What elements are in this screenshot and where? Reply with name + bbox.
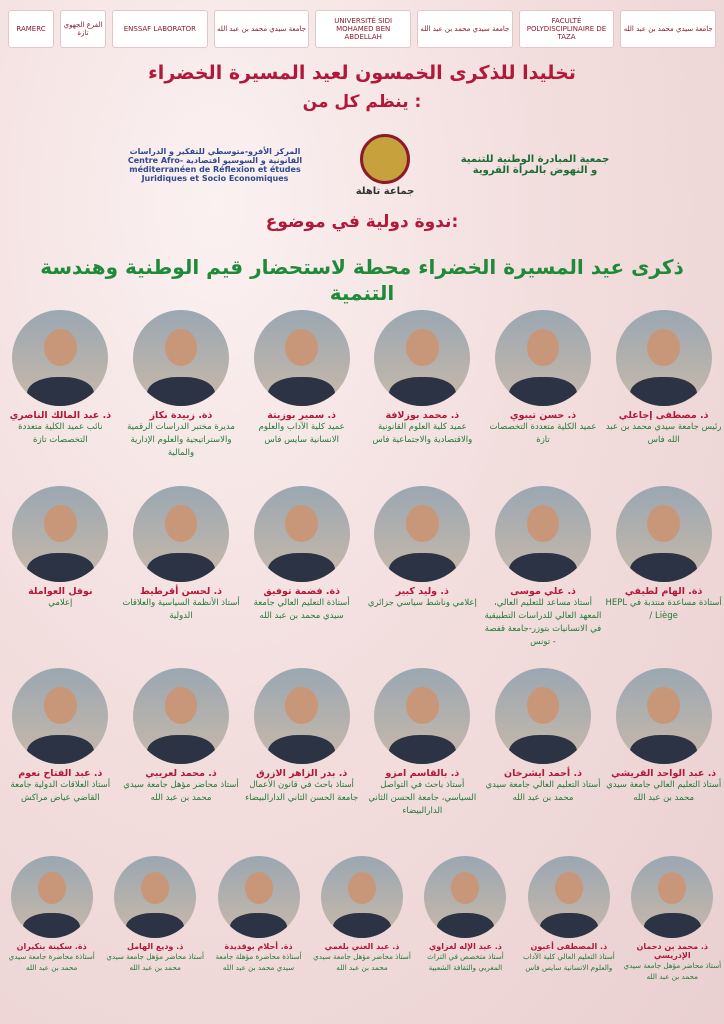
speaker-head-shape — [165, 687, 198, 723]
speaker-name: ذ. محمد بوزلافة — [385, 410, 460, 421]
speaker-body-shape — [23, 913, 80, 938]
speaker-name: ذ. عبد الواحد القريشي — [611, 768, 717, 779]
speaker-card — [1, 668, 119, 805]
speaker-photo — [374, 668, 470, 764]
speaker-photo — [218, 856, 300, 938]
speaker-body-shape — [630, 553, 697, 582]
speaker-body-shape — [268, 377, 335, 406]
speaker-body-shape — [268, 735, 335, 764]
speaker-head-shape — [451, 872, 479, 903]
speaker-photo — [495, 486, 591, 582]
speaker-role: مديرة مختبر الدراسات الرقمية والاستراتيجية والعلوم الإدارية والمالية — [127, 422, 235, 458]
speaker-name: ذ. محمد لعريبي — [145, 768, 217, 779]
speaker-name: ذة. زبيدة نكاز — [149, 410, 213, 421]
speaker-head-shape — [406, 329, 439, 365]
speaker-photo — [374, 486, 470, 582]
organizer-association: جمعية المبادرة الوطنية للتنمية و النهوض بالمرأة القروية — [460, 154, 610, 176]
speaker-photo — [616, 668, 712, 764]
speaker-head-shape — [245, 872, 273, 903]
speaker-head-shape — [406, 687, 439, 723]
speaker-role: أستاذ مساعد للتعليم العالي، المعهد العالي للدراسات التطبيقية في الانسانيات بتوزر-جامعة قفصة - تونس — [484, 598, 602, 647]
speaker-name: ذة. الهام لطيفي — [624, 586, 703, 597]
university-logo-4: جامعة سيدي محمد بن عبد الله — [620, 10, 716, 48]
speaker-photo — [133, 486, 229, 582]
speaker-role: عميد الكلية متعددة التخصصات تازة — [489, 422, 597, 445]
university-logo-3: جامعة سيدي محمد بن عبد الله — [417, 10, 513, 48]
speaker-photo — [254, 310, 350, 406]
speaker-role: إعلامي وناشط سياسي جزائري — [367, 598, 477, 608]
speaker-body-shape — [147, 553, 214, 582]
speaker-role: أستاذ محاضر مؤهل جامعة سيدي محمد بن عبد الله — [106, 952, 204, 972]
speaker-name: ذ. بدر الزاهر الازرق — [256, 768, 348, 779]
speaker-photo — [424, 856, 506, 938]
speaker-card — [312, 856, 412, 973]
speaker-card — [415, 856, 515, 973]
speaker-body-shape — [630, 377, 697, 406]
speaker-card — [1, 310, 119, 447]
speaker-card — [622, 856, 722, 982]
speaker-card — [605, 310, 723, 447]
speaker-body-shape — [147, 735, 214, 764]
speaker-head-shape — [44, 687, 77, 723]
speaker-photo — [133, 310, 229, 406]
speaker-head-shape — [555, 872, 583, 903]
speaker-body-shape — [644, 913, 701, 938]
speaker-body-shape — [27, 377, 94, 406]
speaker-photo — [616, 486, 712, 582]
speaker-body-shape — [509, 553, 576, 582]
speaker-card — [209, 856, 309, 973]
speaker-body-shape — [389, 377, 456, 406]
speaker-head-shape — [38, 872, 66, 903]
speaker-body-shape — [126, 913, 183, 938]
speaker-photo — [374, 310, 470, 406]
speaker-name: ذ. عبد الغني بلغمي — [324, 942, 400, 951]
speaker-name: ذ. علي موسى — [510, 586, 576, 597]
speaker-photo — [528, 856, 610, 938]
speaker-body-shape — [27, 735, 94, 764]
speaker-body-shape — [333, 913, 390, 938]
speaker-photo — [12, 668, 108, 764]
speaker-card — [243, 668, 361, 805]
speaker-card — [484, 310, 602, 447]
speaker-head-shape — [348, 872, 376, 903]
speaker-role: أستاذ التعليم العالي جامعة سيدي محمد بن عبد الله — [485, 780, 601, 803]
organizer-intro: ينظم كل من : — [302, 92, 422, 112]
enssaf-laboratory-logo: ENSSAF LABORATOR — [112, 10, 208, 48]
speaker-body-shape — [389, 735, 456, 764]
speaker-name: ذ. سمير بوزيتة — [267, 410, 337, 421]
speaker-name: ذة. سكينة بنكيران — [16, 942, 87, 951]
speaker-card — [243, 486, 361, 623]
speaker-head-shape — [44, 505, 77, 541]
speaker-name: ذ. عبد الإله لغزاوي — [428, 942, 502, 951]
speaker-name: ذة. فضمة توفيق — [263, 586, 340, 597]
speaker-name: ذ. عبد الفتاح نعوم — [18, 768, 103, 779]
organizer-commune — [350, 135, 420, 195]
speaker-name: ذ. عبد المالك الناصري — [9, 410, 112, 421]
speaker-role: أستاذة مساعدة منتدبة في HEPL / Liège — [605, 598, 722, 621]
speaker-name: ذ. أحمد ايشرخان — [504, 768, 582, 779]
speaker-photo — [631, 856, 713, 938]
speaker-name: ذ. مصطفى إجاعلي — [618, 410, 709, 421]
speaker-photo — [254, 486, 350, 582]
speaker-body-shape — [268, 553, 335, 582]
speaker-role: إعلامي — [48, 598, 73, 608]
organizers-row — [120, 130, 610, 200]
speaker-photo — [12, 310, 108, 406]
speaker-role: أستاذ التعليم العالي جامعة سيدي محمد بن عبد الله — [606, 780, 722, 803]
speaker-role: أستاذ باحث في التواصل السياسي، جامعة الحسن الثاني الدارالبيضاء — [368, 780, 477, 816]
speaker-name: نوفل العواملة — [28, 586, 93, 597]
speaker-role: أستاذة محاضرة جامعة سيدي محمد بن عبد الله — [8, 952, 95, 972]
speaker-photo — [321, 856, 403, 938]
speaker-role: نائب عميد الكلية متعددة التخصصات تازة — [18, 422, 103, 445]
speaker-card — [484, 668, 602, 805]
speaker-role: أستاذ محاضر مؤهل جامعة سيدي محمد بن عبد الله — [623, 961, 722, 981]
speaker-name: ذ. وليد كبير — [395, 586, 449, 597]
speaker-body-shape — [437, 913, 494, 938]
speaker-card — [122, 310, 240, 460]
speaker-body-shape — [540, 913, 597, 938]
speaker-head-shape — [285, 329, 318, 365]
speaker-card — [363, 486, 481, 610]
speaker-role: أستاذة محاضرة مؤهلة جامعة سيدي محمد بن عبد الله — [215, 952, 302, 972]
commune-name: جماعة تاهلة — [355, 185, 415, 197]
speaker-body-shape — [27, 553, 94, 582]
speaker-body-shape — [509, 377, 576, 406]
speaker-card — [519, 856, 619, 973]
speaker-head-shape — [527, 329, 560, 365]
speaker-head-shape — [406, 505, 439, 541]
speaker-card — [122, 668, 240, 805]
speaker-role: أستاذ باحث في قانون الأعمال جامعة الحسن الثاني الدارالبيضاء — [245, 780, 359, 803]
speaker-head-shape — [141, 872, 169, 903]
ramerc-logo: RAMERC — [8, 10, 54, 48]
speaker-role: أستاذ الأنظمة السياسية والعلاقات الدولية — [122, 598, 240, 621]
speaker-body-shape — [509, 735, 576, 764]
speaker-card — [484, 486, 602, 649]
speaker-role: رئيس جامعة سيدي محمد بن عبد الله فاس — [605, 422, 722, 445]
speaker-card — [243, 310, 361, 447]
organizer-center: المركز الأفرو-متوسطي للتفكير و الدراسات القانونية و السوسيو اقتصادية Centre Afro-méditerranéen de Réflexion et études Juridiques et Socio Economiques — [127, 147, 303, 183]
speaker-role: عميد كلية العلوم القانونية والاقتصادية والاجتماعية فاس — [372, 422, 473, 445]
speaker-head-shape — [647, 687, 680, 723]
speaker-name: ذ. المصطفى أعبون — [530, 942, 608, 951]
speaker-head-shape — [285, 687, 318, 723]
speaker-head-shape — [527, 687, 560, 723]
speaker-role: أستاذ محاضر مؤهل جامعة سيدي محمد بن عبد الله — [123, 780, 239, 803]
partner-logos-bar — [8, 6, 716, 52]
speaker-photo — [133, 668, 229, 764]
faculty-taza-logo: FACULTÉ POLYDISCIPLINAIRE DE TAZA — [519, 10, 615, 48]
seminar-intro: ندوة دولية في موضوع: — [265, 212, 459, 232]
speaker-card — [1, 486, 119, 610]
regional-branch-logo: الفرع الجهوي تازة — [60, 10, 106, 48]
speaker-head-shape — [658, 872, 686, 903]
speaker-name: ذ. وديع الهامل — [126, 942, 184, 951]
speaker-photo — [495, 310, 591, 406]
commune-seal-icon — [360, 134, 410, 184]
speaker-role: أستاذ متخصص في التراث المغربي والثقافة الشعبية — [427, 952, 504, 972]
speaker-head-shape — [647, 505, 680, 541]
speaker-head-shape — [165, 505, 198, 541]
speaker-head-shape — [285, 505, 318, 541]
speaker-name: ذة. أحلام بوقديدة — [224, 942, 293, 951]
speaker-head-shape — [527, 505, 560, 541]
speaker-head-shape — [647, 329, 680, 365]
speaker-body-shape — [147, 377, 214, 406]
speaker-role: عميد كلية الآداب والعلوم الانسانية سايس فاس — [258, 422, 345, 445]
speaker-photo — [11, 856, 93, 938]
university-logo-2: UNIVERSITÉ SIDI MOHAMED BEN ABDELLAH — [315, 10, 411, 48]
speaker-role: أستاذة التعليم العالي جامعة سيدي محمد بن عبد الله — [253, 598, 350, 621]
speaker-card — [363, 310, 481, 447]
speaker-body-shape — [630, 735, 697, 764]
speaker-photo — [254, 668, 350, 764]
speaker-card — [122, 486, 240, 623]
speaker-body-shape — [389, 553, 456, 582]
speaker-card — [605, 668, 723, 805]
speaker-photo — [495, 668, 591, 764]
speaker-role: أستاذ التعليم العالي كلية الآداب والعلوم الانسانية سايس فاس — [522, 952, 615, 972]
speaker-name: ذ. لحسن أقرطيط — [139, 586, 223, 597]
speaker-card — [2, 856, 102, 973]
speaker-name: ذ. حسن تيبوي — [509, 410, 577, 421]
speaker-role: أستاذ محاضر مؤهل جامعة سيدي محمد بن عبد الله — [313, 952, 411, 972]
speaker-name: ذ. محمد بن دحمان الإدريسي — [636, 942, 709, 960]
speaker-name: ذ. بالقاسم امزو — [385, 768, 460, 779]
university-logo-1: جامعة سيدي محمد بن عبد الله — [214, 10, 310, 48]
speaker-role: أستاذ العلاقات الدولية جامعة القاضي عياض مراكش — [10, 780, 111, 803]
speaker-photo — [616, 310, 712, 406]
speaker-card — [363, 668, 481, 818]
speaker-body-shape — [230, 913, 287, 938]
seminar-theme: ذكرى عيد المسيرة الخضراء محطة لاستحضار قيم الوطنية وهندسة التنمية — [40, 255, 684, 305]
speaker-photo — [114, 856, 196, 938]
speaker-head-shape — [165, 329, 198, 365]
event-title: تخليدا للذكرى الخمسون لعيد المسيرة الخضراء — [148, 62, 576, 84]
speaker-card — [105, 856, 205, 973]
speaker-photo — [12, 486, 108, 582]
speaker-card — [605, 486, 723, 623]
speaker-head-shape — [44, 329, 77, 365]
